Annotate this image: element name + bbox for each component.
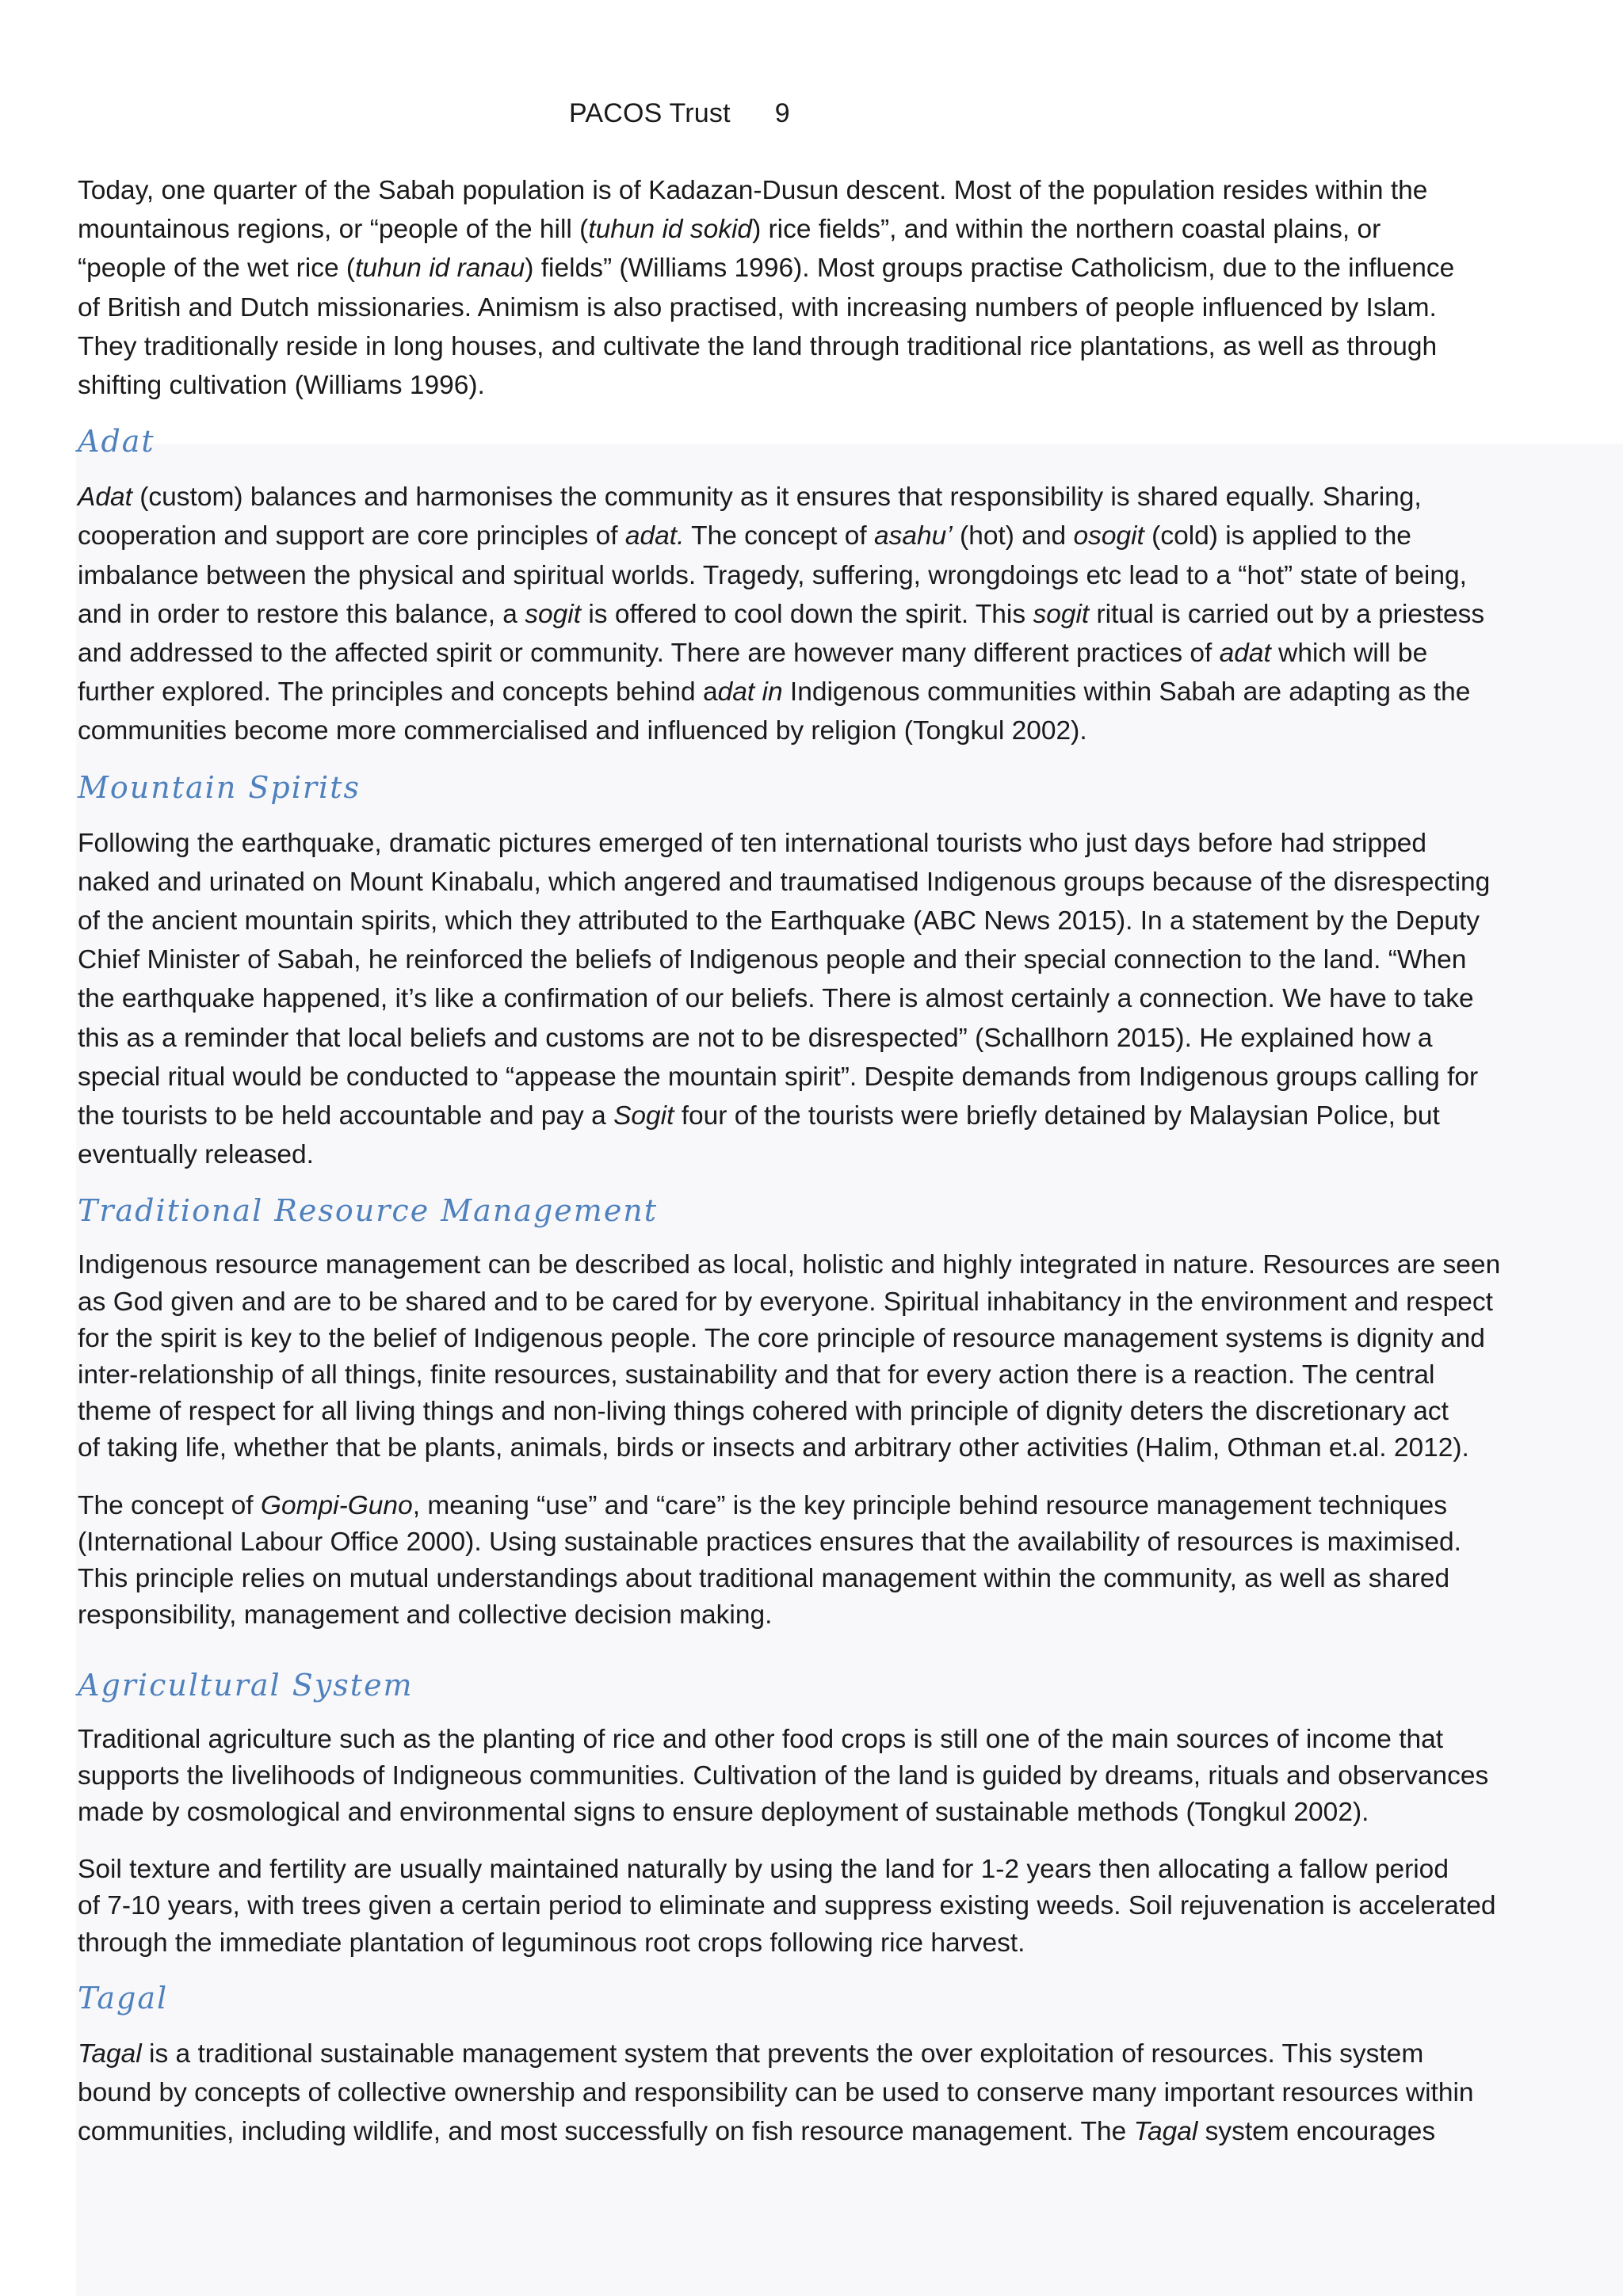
text-line: and addressed to the affected spirit or community. There are however many different practices of adat which will be bbox=[78, 639, 1428, 669]
text-line: shifting cultivation (Williams 1996). bbox=[78, 371, 485, 401]
text-line: the tourists to be held accountable and pay a Sogit four of the tourists were briefly detained by Malaysian Police, but bbox=[78, 1101, 1440, 1131]
text-line: of taking life, whether that be plants, animals, birds or insects and arbitrary other activities (Halim, Othman et.al. 2012). bbox=[78, 1433, 1469, 1463]
text-line: of 7-10 years, with trees given a certain period to eliminate and suppress existing weeds. Soil rejuvenation is accelerated bbox=[78, 1891, 1496, 1921]
text-line: of British and Dutch missionaries. Animism is also practised, with increasing numbers of people influenced by Islam. bbox=[78, 292, 1437, 322]
text-line: Following the earthquake, dramatic pictures emerged of ten international tourists who just days before had stripped bbox=[78, 828, 1427, 858]
text-line: cooperation and support are core principles of adat. The concept of asahu’ (hot) and osogit (cold) is applied to the bbox=[78, 521, 1411, 551]
text-line: This principle relies on mutual understandings about traditional management within the community, as well as shared bbox=[78, 1564, 1450, 1594]
intro-paragraph bbox=[78, 171, 1552, 405]
heading-tagal: Tagal bbox=[78, 1980, 169, 2016]
text-line: They traditionally reside in long houses, and cultivate the land through traditional rice plantations, as well as through bbox=[78, 331, 1438, 361]
text-line: mountainous regions, or “people of the hill (tuhun id sokid) rice fields”, and within the northern coastal plains, or bbox=[78, 215, 1381, 245]
document-body bbox=[78, 171, 1552, 2151]
resource-management-paragraph-2 bbox=[78, 1488, 1552, 1634]
text-line: supports the livelihoods of Indigneous communities. Cultivation of the land is guided by dreams, rituals and observances bbox=[78, 1760, 1489, 1791]
text-line: Tagal is a traditional sustainable management system that prevents the over exploitation of resources. This system bbox=[78, 2039, 1424, 2069]
text-line: through the immediate plantation of leguminous root crops following rice harvest. bbox=[78, 1928, 1025, 1958]
adat-paragraph bbox=[78, 478, 1552, 750]
agricultural-paragraph-2 bbox=[78, 1852, 1552, 1962]
text-line: Chief Minister of Sabah, he reinforced the beliefs of Indigenous people and their special connection to the land. “When bbox=[78, 945, 1467, 975]
text-line: imbalance between the physical and spiritual worlds. Tragedy, suffering, wrongdoings etc lead to a “hot” state of being, bbox=[78, 560, 1467, 590]
text-line: The concept of Gompi-Guno, meaning “use” and “care” is the key principle behind resource management techniques bbox=[78, 1490, 1448, 1520]
text-line: as God given and are to be shared and to be cared for by everyone. Spiritual inhabitancy in the environment and respect bbox=[78, 1287, 1493, 1317]
text-line: eventually released. bbox=[78, 1140, 314, 1170]
text-line: naked and urinated on Mount Kinabalu, which angered and traumatised Indigenous groups because of the disrespecting bbox=[78, 867, 1491, 897]
tagal-paragraph bbox=[78, 2035, 1552, 2152]
header-title: PACOS Trust bbox=[569, 98, 731, 128]
text-line: communities, including wildlife, and most successfully on fish resource management. The Tagal system encourages bbox=[78, 2117, 1436, 2147]
text-line: communities become more commercialised and influenced by religion (Tongkul 2002). bbox=[78, 716, 1087, 746]
heading-mountain-spirits: Mountain Spirits bbox=[78, 769, 361, 805]
mountain-spirits-paragraph bbox=[78, 824, 1552, 1175]
text-line: inter-relationship of all things, finite resources, sustainability and that for every action there is a reaction. The central bbox=[78, 1360, 1435, 1390]
page-header bbox=[569, 98, 790, 129]
text-line: Traditional agriculture such as the planting of rice and other food crops is still one of the main sources of income that bbox=[78, 1724, 1444, 1754]
heading-agricultural-system: Agricultural System bbox=[78, 1667, 414, 1703]
resource-management-paragraph-1 bbox=[78, 1247, 1552, 1466]
text-line: responsibility, management and collective decision making. bbox=[78, 1600, 773, 1630]
text-line: made by cosmological and environmental signs to ensure deployment of sustainable methods (Tongkul 2002). bbox=[78, 1797, 1369, 1827]
text-line: Indigenous resource management can be described as local, holistic and highly integrated in nature. Resources are seen bbox=[78, 1250, 1501, 1280]
text-line: bound by concepts of collective ownership and responsibility can be used to conserve many important resources within bbox=[78, 2077, 1474, 2107]
text-line: further explored. The principles and concepts behind adat in Indigenous communities within Sabah are adapting as the bbox=[78, 677, 1471, 707]
text-line: “people of the wet rice (tuhun id ranau) fields” (Williams 1996). Most groups practise Catholicism, due to the influence bbox=[78, 254, 1455, 284]
text-line: Today, one quarter of the Sabah population is of Kadazan-Dusun descent. Most of the population resides within the bbox=[78, 176, 1428, 205]
heading-traditional-resource-management: Traditional Resource Management bbox=[78, 1193, 659, 1229]
text-line: this as a reminder that local beliefs and customs are not to be disrespected” (Schallhorn 2015). He explained how a bbox=[78, 1023, 1433, 1053]
text-line: Soil texture and fertility are usually maintained naturally by using the land for 1-2 years then allocating a fallow period bbox=[78, 1855, 1449, 1885]
text-line: Adat (custom) balances and harmonises the community as it ensures that responsibility is shared equally. Sharing, bbox=[78, 482, 1422, 513]
text-line: for the spirit is key to the belief of Indigenous people. The core principle of resource management systems is dignity and bbox=[78, 1323, 1485, 1353]
heading-adat: Adat bbox=[78, 424, 155, 460]
text-line: the earthquake happened, it’s like a confirmation of our beliefs. There is almost certainly a connection. We have to take bbox=[78, 984, 1474, 1014]
agricultural-paragraph-1 bbox=[78, 1722, 1552, 1832]
text-line: special ritual would be conducted to “appease the mountain spirit”. Despite demands from Indigenous groups calling for bbox=[78, 1062, 1479, 1092]
text-line: of the ancient mountain spirits, which they attributed to the Earthquake (ABC News 2015). In a statement by the Deputy bbox=[78, 906, 1480, 936]
text-line: and in order to restore this balance, a sogit is offered to cool down the spirit. This sogit ritual is carried out by a priestess bbox=[78, 599, 1485, 629]
text-line: theme of respect for all living things and non-living things cohered with principle of dignity deters the discretionary act bbox=[78, 1397, 1449, 1427]
page-number: 9 bbox=[774, 98, 790, 128]
text-line: (International Labour Office 2000). Using sustainable practices ensures that the availability of resources is maximised. bbox=[78, 1527, 1461, 1557]
